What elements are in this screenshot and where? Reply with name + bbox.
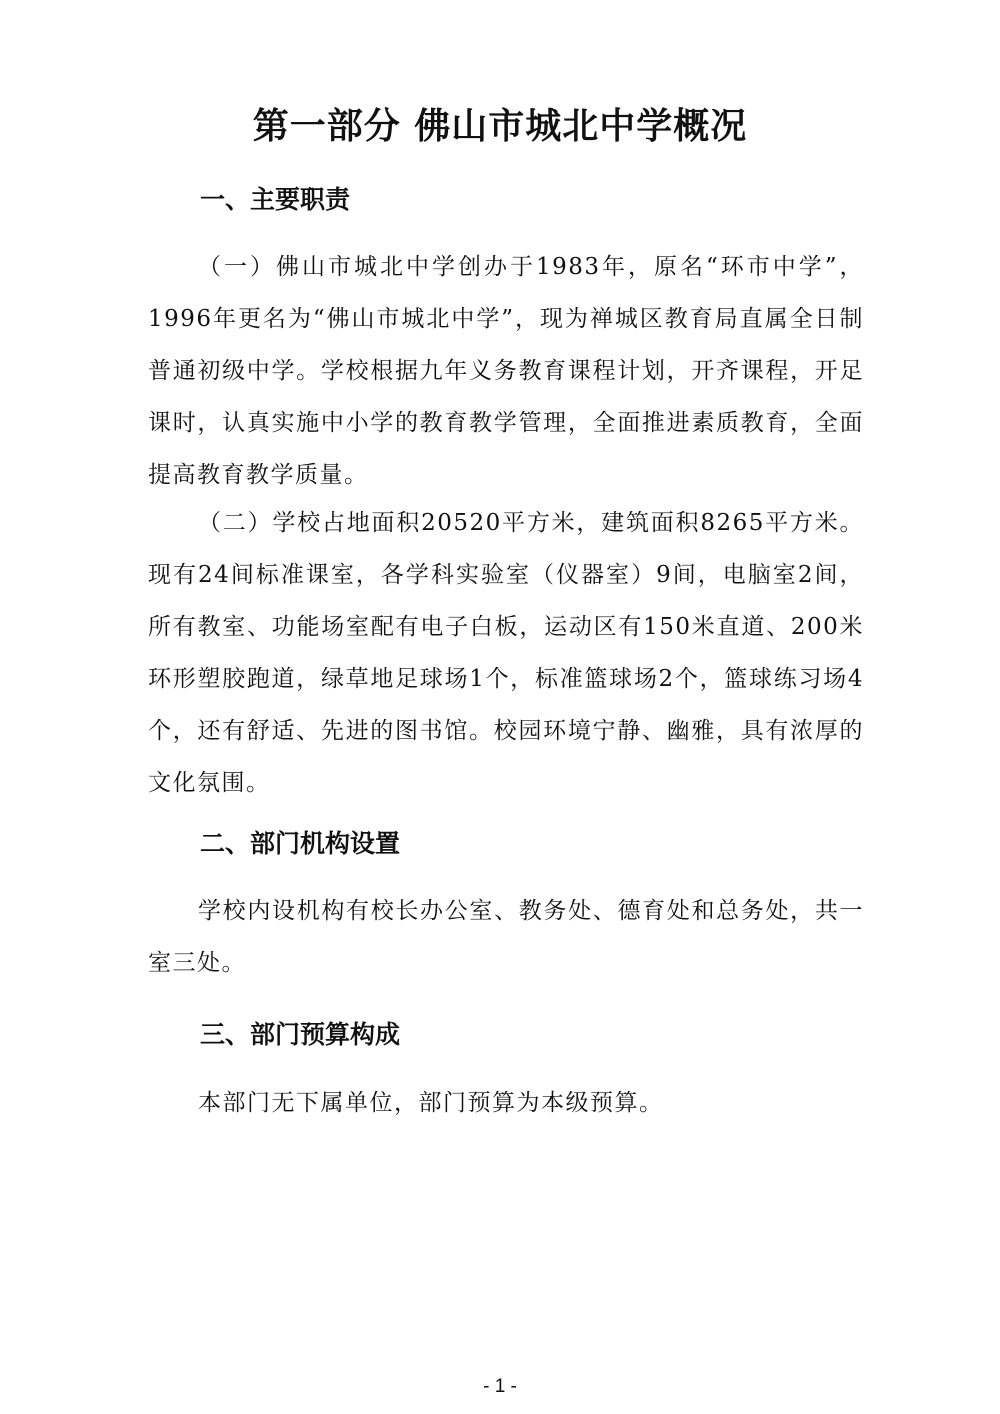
section-heading-budget: 三、部门预算构成 xyxy=(200,1020,401,1049)
page-number: - 1 - xyxy=(483,1376,517,1397)
paragraph-budget: 本部门无下属单位，部门预算为本级预算。 xyxy=(198,1090,664,1116)
paragraph-structure: 学校内设机构有校长办公室、教务处、德育处和总务处，共一室三处。 xyxy=(148,898,864,976)
section-heading-duties: 一、主要职责 xyxy=(200,185,351,214)
paragraph-school-facilities: （二）学校占地面积20520平方米，建筑面积8265平方米。现有24间标准课室，各学科实验室（仪器室）9间，电脑室2间，所有教室、功能场室配有电子白板，运动区有150米直道、200米环形塑胶跑道，绿草地足球场1个，标准篮球场2个，篮球练习场4个，还有舒适、先进的图书馆。校园环境宁静、幽雅，具有浓厚的文化氛围。 xyxy=(148,510,864,796)
section-heading-structure: 二、部门机构设置 xyxy=(200,829,401,858)
page-title: 第一部分 佛山市城北中学概况 xyxy=(252,106,748,147)
paragraph-school-history: （一）佛山市城北中学创办于1983年，原名“环市中学”，1996年更名为“佛山市城北中学”，现为禅城区教育局直属全日制普通初级中学。学校根据九年义务教育课程计划，开齐课程，开足课时，认真实施中小学的教育教学管理，全面推进素质教育，全面提高教育教学质量。 xyxy=(148,254,864,488)
